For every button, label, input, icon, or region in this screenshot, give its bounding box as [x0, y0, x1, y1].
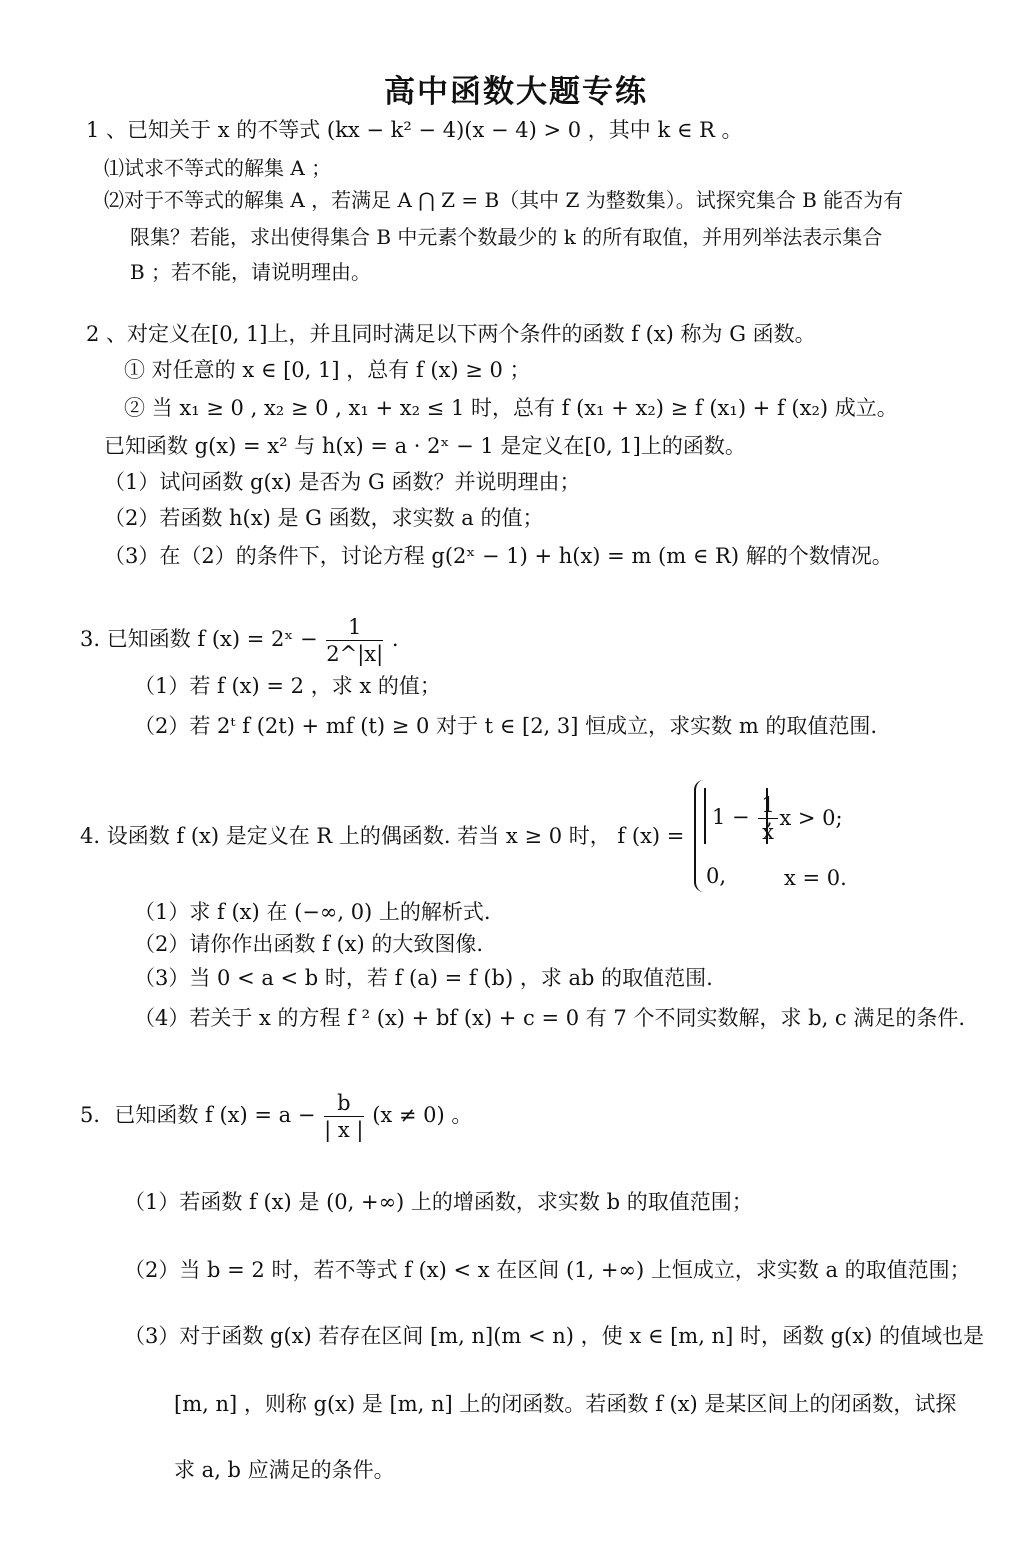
- problem-5-q3-line3: 求 a, b 应满足的条件。: [174, 1458, 395, 1482]
- problem-5-q2: （2）当 b = 2 时，若不等式 f (x) < x 在区间 (1, +∞) 上恒成立，求实数 a 的取值范围；: [124, 1258, 971, 1282]
- problem-3-fraction: [326, 614, 383, 667]
- problem-4-intro: 4. 设函数 f (x) 是定义在 R 上的偶函数. 若当 x ≥ 0 时， f (x) =: [80, 824, 685, 848]
- problem-2-condition-2: ② 当 x₁ ≥ 0 , x₂ ≥ 0 , x₁ + x₂ ≤ 1 时，总有 f (x₁ + x₂) ≥ f (x₁) + f (x₂) 成立。: [124, 396, 898, 420]
- piecewise-case-1-denominator: x: [762, 820, 774, 844]
- piecewise-case-1-condition: , x > 0;: [766, 806, 843, 830]
- problem-2-q3: （3）在（2）的条件下，讨论方程 g(2ˣ − 1) + h(x) = m (m ∈ R) 解的个数情况。: [104, 544, 893, 568]
- problem-3-q1: （1）若 f (x) = 2 ，求 x 的值；: [134, 674, 441, 698]
- problem-5-fraction: [324, 1090, 363, 1143]
- problem-3-fraction-denominator: 2^|x|: [326, 642, 384, 666]
- piecewise-case-1-numerator: 1: [758, 792, 777, 819]
- problem-4-q4: （4）若关于 x 的方程 f ² (x) + bf (x) + c = 0 有 7 个不同实数解，求 b, c 满足的条件.: [134, 1006, 966, 1030]
- problem-3-prefix: 3. 已知函数 f (x) = 2ˣ −: [80, 627, 318, 651]
- problem-5-q3-line1: （3）对于函数 g(x) 若存在区间 [m, n](m < n) ，使 x ∈ [m, n] 时，函数 g(x) 的值域也是: [124, 1324, 984, 1348]
- piecewise-case-2-value: 0,: [706, 864, 727, 888]
- problem-5-intro: [80, 1088, 472, 1143]
- problem-5-fraction-numerator: b: [324, 1090, 363, 1117]
- problem-1-q2-line2: 限集？若能，求出使得集合 B 中元素个数最少的 k 的所有取值，并用列举法表示集合: [130, 225, 883, 249]
- problem-4-q3: （3）当 0 < a < b 时，若 f (a) = f (b) ，求 ab 的取值范围.: [134, 966, 713, 990]
- problem-1-intro: 1 、已知关于 x 的不等式 (kx − k² − 4)(x − 4) > 0 ，其中 k ∈ R 。: [86, 118, 743, 142]
- problem-3-q2: （2）若 2ᵗ f (2t) + mf (t) ≥ 0 对于 t ∈ [2, 3] 恒成立，求实数 m 的取值范围.: [134, 714, 878, 738]
- problem-4-q2: （2）请你作出函数 f (x) 的大致图像.: [134, 932, 484, 956]
- problem-2-condition-1: ① 对任意的 x ∈ [0, 1] ，总有 f (x) ≥ 0 ；: [124, 358, 531, 382]
- problem-2-q2: （2）若函数 h(x) 是 G 函数，求实数 a 的值；: [104, 506, 544, 530]
- problem-3-intro: [80, 612, 399, 667]
- piecewise-case-2-condition: x = 0.: [784, 866, 847, 890]
- problem-5-fraction-denominator: | x |: [324, 1118, 364, 1142]
- page-title: 高中函数大题专练: [384, 74, 648, 110]
- problem-5-suffix: (x ≠ 0) 。: [372, 1103, 473, 1127]
- problem-3-fraction-numerator: 1: [326, 614, 383, 641]
- problem-4-q1: （1）求 f (x) 在 (−∞, 0) 上的解析式.: [134, 900, 491, 924]
- problem-2-intro: 2 、对定义在[0, 1]上，并且同时满足以下两个条件的函数 f (x) 称为 G 函数。: [86, 322, 816, 346]
- problem-1-q2-line1: ⑵对于不等式的解集 A ，若满足 A ⋂ Z = B（其中 Z 为整数集）。试探究集合 B 能否为有: [104, 188, 904, 212]
- problem-2-given: 已知函数 g(x) = x² 与 h(x) = a · 2ˣ − 1 是定义在[0, 1]上的函数。: [104, 434, 746, 458]
- problem-1-q1: ⑴试求不等式的解集 A ；: [104, 156, 332, 180]
- problem-3-suffix: .: [391, 627, 399, 651]
- problem-2-q1: （1）试问函数 g(x) 是否为 G 函数？并说明理由；: [104, 470, 581, 494]
- piecewise-case-1-left: 1 −: [712, 805, 750, 829]
- problem-5-q3-line2: [m, n] ，则称 g(x) 是 [m, n] 上的闭函数。若函数 f (x) 是某区间上的闭函数，试探: [174, 1392, 957, 1416]
- problem-5-q1: （1）若函数 f (x) 是 (0, +∞) 上的增函数，求实数 b 的取值范围；: [124, 1190, 753, 1214]
- problem-1-q2-line3: B ；若不能，请说明理由。: [130, 260, 372, 284]
- problem-5-prefix: 5．已知函数 f (x) = a −: [80, 1103, 316, 1127]
